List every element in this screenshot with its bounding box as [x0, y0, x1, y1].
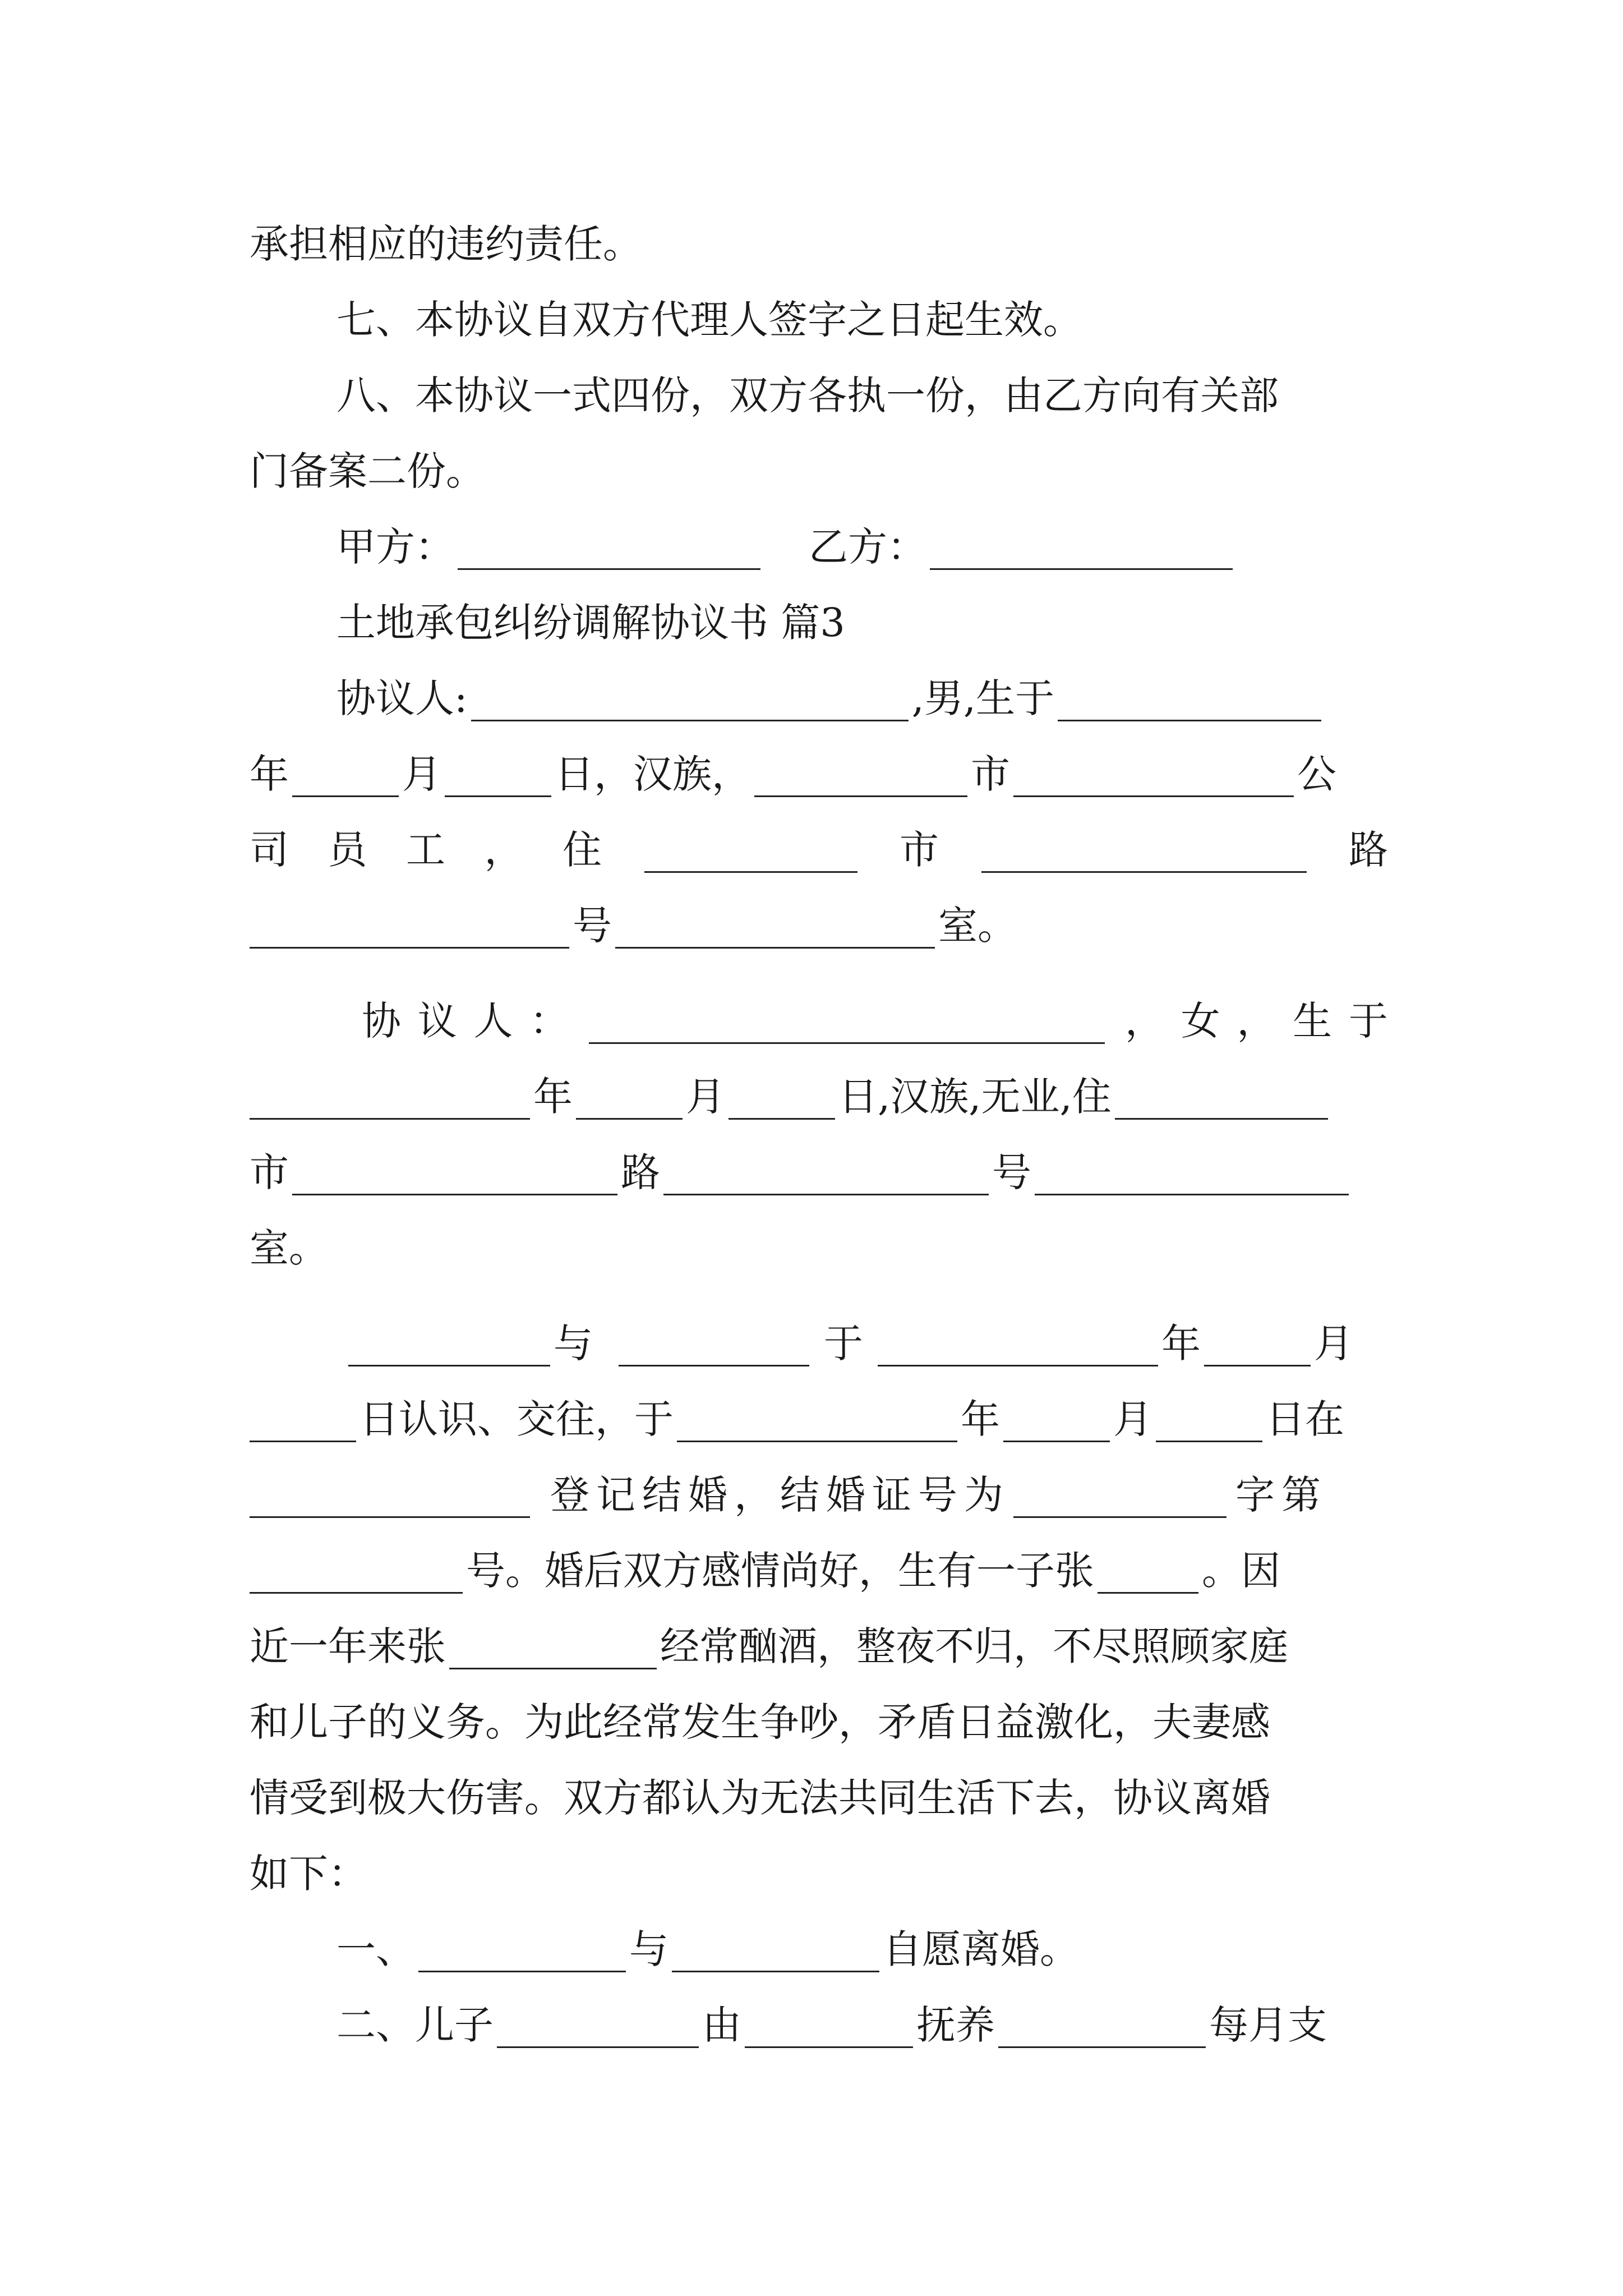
text-line: [250, 1214, 1388, 1282]
text-line: [250, 1386, 1388, 1453]
text-segment: 一、: [336, 1926, 415, 1972]
text-segment: 登记结婚，结婚证号为: [550, 1472, 1010, 1518]
section-title: [250, 589, 1388, 656]
text-segment: ，: [484, 827, 524, 873]
text-line: [250, 1840, 1388, 1907]
text-segment: 年: [533, 1074, 573, 1120]
text-line: [250, 362, 1388, 429]
fill-blank: [471, 680, 909, 721]
text-line: [250, 1916, 1388, 1983]
text-segment: 日，汉族，: [555, 751, 751, 797]
text-segment: 于: [824, 1320, 863, 1366]
party-b-blank: [930, 529, 1233, 570]
fill-blank: [981, 832, 1307, 873]
text-segment: 协议人:: [336, 675, 468, 721]
text-segment: 月: [1314, 1320, 1353, 1366]
text-segment: 女: [1181, 998, 1220, 1044]
text-line: [250, 1461, 1388, 1529]
text-segment: 情受到极大伤害。双方都认为无法共同生活下去，协议离婚: [250, 1775, 1270, 1821]
text-line: [250, 1613, 1388, 1680]
text-segment: ，: [1237, 998, 1276, 1044]
text-segment: ：: [529, 998, 569, 1044]
text-segment: 号: [573, 903, 612, 949]
text-segment: 人: [473, 998, 513, 1044]
fill-blank: [418, 1931, 626, 1972]
text-segment: 市: [971, 751, 1010, 797]
text-line: [250, 892, 1388, 959]
fill-blank: [728, 1079, 835, 1120]
text-segment: 与: [629, 1926, 668, 1972]
text-line: [250, 1688, 1388, 1756]
fill-blank: [677, 1401, 957, 1442]
text-segment: 协: [362, 998, 401, 1044]
text-segment: 号: [992, 1149, 1031, 1195]
text-segment: 年: [961, 1396, 1000, 1442]
text-line: [250, 987, 1388, 1055]
text-segment: 月: [402, 751, 441, 797]
text-segment: 号。婚后双方感情尚好，生有一子张: [466, 1548, 1094, 1594]
text-segment: 生: [1293, 998, 1332, 1044]
text-segment: 字第: [1235, 1472, 1327, 1518]
text-segment: 与: [554, 1320, 593, 1366]
signature-line: [250, 513, 1388, 581]
party-b-label: 乙方：: [809, 524, 926, 570]
text-segment: 年: [1161, 1320, 1201, 1366]
fill-blank: [250, 1553, 463, 1594]
fill-blank: [998, 2007, 1206, 2048]
fill-blank: [615, 908, 935, 949]
text-segment: 路: [1349, 827, 1388, 873]
fill-blank: [1098, 1553, 1198, 1594]
text-line: [250, 1764, 1388, 1832]
text-line: [250, 286, 1388, 353]
fill-blank: [878, 1326, 1158, 1366]
fill-blank: [292, 756, 399, 797]
text-segment: ,男,生于: [911, 675, 1055, 721]
fill-blank: [1115, 1079, 1328, 1120]
fill-blank: [348, 1326, 550, 1366]
text-segment: 工: [406, 827, 445, 873]
document-page: [250, 0, 1388, 2296]
text-segment: 经常酗酒，整夜不归，不尽照顾家庭: [660, 1623, 1288, 1669]
party-a-label: 甲方：: [336, 524, 454, 570]
text-segment: 路: [621, 1149, 660, 1195]
fill-blank: [1013, 756, 1294, 797]
text-line: [250, 816, 1388, 884]
party-a-blank: [458, 529, 760, 570]
text-segment: 自愿离婚。: [883, 1926, 1079, 1972]
text-segment: 日,汉族,无业,住: [838, 1074, 1112, 1120]
fill-blank: [1035, 1154, 1349, 1195]
fill-blank: [644, 832, 857, 873]
text-segment: 室。: [938, 903, 1017, 949]
text-line: [250, 1537, 1388, 1604]
fill-blank: [672, 1931, 879, 1972]
fill-blank: [745, 2007, 913, 2048]
fill-blank: [449, 1628, 657, 1669]
fill-blank: [292, 1154, 617, 1195]
fill-blank: [1013, 1477, 1227, 1518]
text-segment: 门备案二份。: [250, 448, 485, 494]
text-segment: 每月支: [1209, 2002, 1327, 2048]
text-line: [250, 1991, 1388, 2059]
fill-blank: [576, 1079, 683, 1120]
text-segment: 司: [250, 827, 289, 873]
text-line: [250, 210, 1388, 278]
text-line: [250, 665, 1388, 732]
text-segment: 由: [702, 2002, 741, 2048]
text-segment: 承担相应的违约责任。: [250, 221, 642, 267]
text-segment: 日在: [1266, 1396, 1344, 1442]
text-segment: ，: [1124, 998, 1164, 1044]
text-segment: 于: [1348, 998, 1388, 1044]
fill-blank: [1156, 1401, 1262, 1442]
text-line: [250, 1310, 1388, 1377]
fill-blank: [250, 908, 569, 949]
text-segment: 。因: [1202, 1548, 1280, 1594]
fill-blank: [1204, 1326, 1311, 1366]
text-segment: 抚养: [916, 2002, 995, 2048]
text-segment: 月: [686, 1074, 725, 1120]
text-segment: 公: [1297, 751, 1336, 797]
text-segment: 近一年来张: [250, 1623, 446, 1669]
fill-blank: [754, 756, 967, 797]
section-title-text: 土地承包纠纷调解协议书 篇3: [336, 600, 845, 646]
text-segment: 和儿子的义务。为此经常发生争吵，矛盾日益激化，夫妻感: [250, 1699, 1270, 1745]
fill-blank: [250, 1079, 530, 1120]
text-segment: 如下：: [250, 1851, 367, 1897]
text-segment: 市: [900, 827, 939, 873]
fill-blank: [589, 1003, 1105, 1044]
fill-blank: [619, 1326, 809, 1366]
text-segment: 月: [1113, 1396, 1152, 1442]
text-line: [250, 438, 1388, 505]
fill-blank: [250, 1477, 530, 1518]
text-line: [250, 1139, 1388, 1206]
text-line: [250, 740, 1388, 808]
text-segment: 室。: [250, 1225, 328, 1271]
fill-blank: [445, 756, 551, 797]
text-segment: 八、本协议一式四份，双方各执一份，由乙方向有关部: [336, 372, 1279, 418]
text-segment: 二、儿子: [336, 2002, 494, 2048]
text-segment: 七、本协议自双方代理人签字之日起生效。: [336, 297, 1082, 343]
text-segment: 住: [562, 827, 602, 873]
fill-blank: [497, 2007, 699, 2048]
text-segment: 年: [250, 751, 289, 797]
text-segment: 员: [328, 827, 367, 873]
fill-blank: [1058, 680, 1321, 721]
fill-blank: [250, 1401, 356, 1442]
fill-blank: [663, 1154, 989, 1195]
text-segment: 市: [250, 1149, 289, 1195]
text-line: [250, 1063, 1388, 1130]
text-segment: 议: [417, 998, 457, 1044]
text-segment: 日认识、交往，于: [359, 1396, 674, 1442]
fill-blank: [1003, 1401, 1110, 1442]
